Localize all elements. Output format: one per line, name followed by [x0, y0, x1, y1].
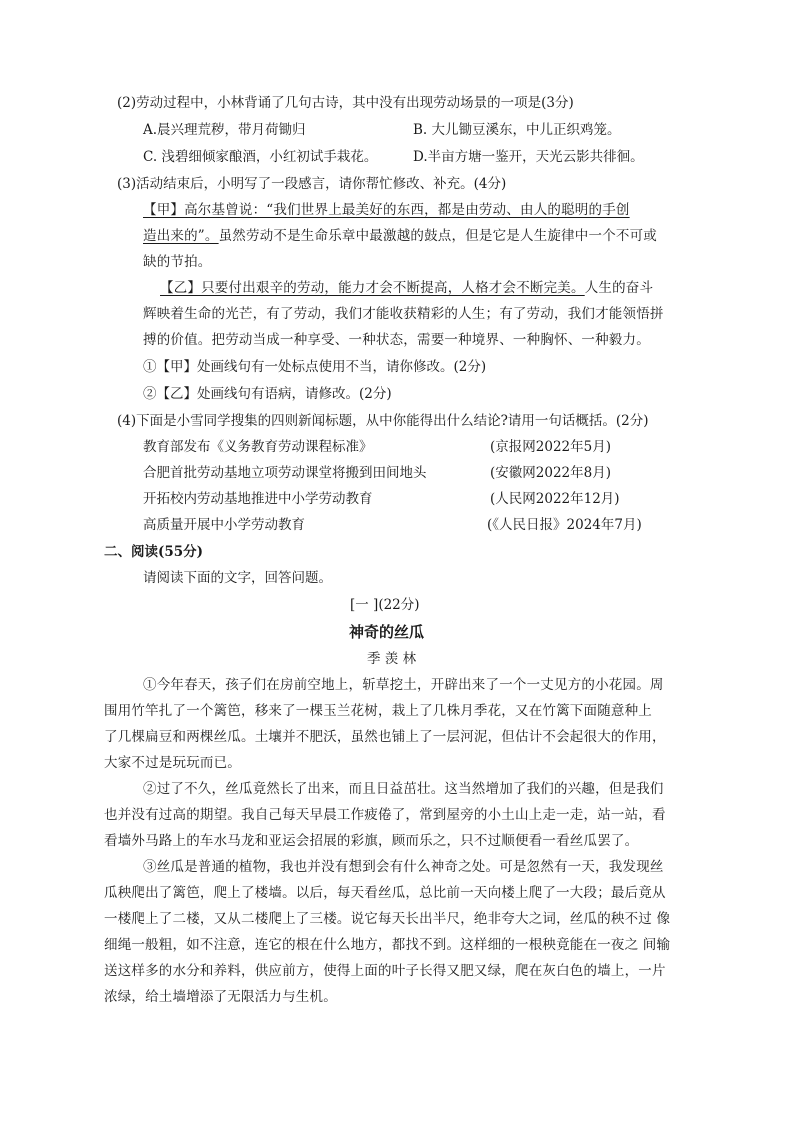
q3-yi-line-3: 搏的价值。把劳动当成一种享受、一种状态，需要一种境界、一种胸怀、一种毅力。	[143, 332, 650, 348]
news-source: (《人民日报》2024年7月)	[487, 517, 642, 533]
article-p3-line: 送这样多的水分和养料，供应前方，使得上面的叶子长得又肥又绿，爬在灰白色的墙上，一片	[104, 963, 666, 979]
q3-yi-line-1-rest: 人生的奋斗	[584, 280, 654, 296]
news-source: (人民网2022年12月)	[490, 491, 620, 507]
q3-jia-line-2	[143, 226, 657, 246]
q2-option-a: A.晨兴理荒秽，带月荷锄归	[143, 122, 306, 138]
article-p1-line: 大家不过是玩玩而已。	[104, 755, 241, 771]
article-p3-line: 一楼爬上了二楼，又从二楼爬上了三楼。说它每天长出半尺，绝非夸大之词，丝瓜的秧不过 像	[104, 911, 671, 927]
article-title: 神奇的丝瓜	[349, 623, 425, 641]
article-p2-line: ②过了不久，丝瓜竟然长了出来，而且日益茁壮。这当然增加了我们的兴趣，但是我们	[143, 781, 664, 797]
q3-sub-question-1: ①【甲】处画线句有一处标点使用不当，请你修改。(2分)	[143, 359, 487, 375]
q3-yi-line-1	[160, 278, 653, 298]
article-p1-line: 了几棵扁豆和两棵丝瓜。土壤并不肥沃，虽然也铺上了一层河泥，但估计不会起很大的作用，	[104, 729, 666, 745]
q3-jia-line-3: 缺的节拍。	[143, 254, 212, 270]
q4-stem: (4)下面是小雪同学搜集的四则新闻标题，从中你能得出什么结论?请用一句话概括。(2分)	[117, 413, 649, 429]
news-title: 开拓校内劳动基地推进中小学劳动教育	[143, 491, 373, 507]
q2-option-d: D.半亩方塘一鉴开，天光云影共徘徊。	[413, 149, 644, 165]
article-p1-line: 围用竹竿扎了一个篱笆，移来了一棵玉兰花树，栽上了几株月季花，又在竹篱下面随意种上	[104, 703, 652, 719]
article-author: 季 羡 林	[367, 651, 417, 667]
q3-yi-line-2: 辉映着生命的光芒，有了劳动，我们才能收获精彩的人生；有了劳动，我们才能领悟拼	[143, 306, 664, 322]
section-heading: 二、阅读(55分)	[104, 544, 204, 560]
q3-jia-underlined-end: 造出来的”。	[143, 228, 219, 244]
q2-stem: (2)劳动过程中，小林背诵了几句古诗，其中没有出现劳动场景的一项是(3分)	[117, 95, 574, 111]
q3-yi-underlined-sentence: 【乙】只要付出艰辛的劳动，能力才会不断提高，人格才会不断完美。	[160, 280, 585, 296]
section-instruction: 请阅读下面的文字，回答问题。	[143, 570, 332, 586]
q3-stem: (3)活动结束后，小明写了一段感言，请你帮忙修改、补充。(4分)	[117, 176, 507, 192]
news-source: (京报网2022年5月)	[490, 439, 611, 455]
article-p3-line: 细绳一般粗，如不注意，连它的根在什么地方，都找不到。这样细的一根秧竟能在一夜之 间输	[104, 937, 671, 953]
article-p2-line: 看墙外马路上的车水马龙和亚运会招展的彩旗，顾而乐之，只不过顺便看一看丝瓜罢了。	[104, 833, 639, 849]
news-title: 高质量开展中小学劳动教育	[143, 517, 305, 533]
article-p3-line: 浓绿，给土墙增添了无限活力与生机。	[104, 989, 337, 1005]
q3-sub-question-2: ②【乙】处画线句有语病，请修改。(2分)	[143, 386, 392, 402]
part-label: [一 ](22分)	[350, 597, 420, 613]
article-p2-line: 也并没有过高的期望。我自己每天早晨工作疲倦了，常到屋旁的小土山上走一走，站一站，看	[104, 807, 666, 823]
news-title: 合肥首批劳动基地立项劳动课堂将搬到田间地头	[143, 465, 427, 481]
news-title: 教育部发布《义务教育劳动课程标准》	[143, 439, 373, 455]
news-source: (安徽网2022年8月)	[490, 465, 611, 481]
article-p1-line: ①今年春天，孩子们在房前空地上，斩草挖土，开辟出来了一个一丈见方的小花园。周	[143, 677, 664, 693]
q3-jia-line-2-rest: 虽然劳动不是生命乐章中最激越的鼓点，但是它是人生旋律中一个不可或	[218, 228, 658, 244]
q2-option-b: B. 大儿锄豆溪东，中儿正织鸡笼。	[413, 122, 621, 138]
q2-option-c: C. 浅碧细倾家酿酒，小红初试手栽花。	[143, 149, 378, 165]
q3-jia-line-1: 【甲】高尔基曾说：“我们世界上最美好的东西，都是由劳动、由人的聪明的手创	[143, 202, 630, 218]
article-p3-line: ③丝瓜是普通的植物，我也并没有想到会有什么神奇之处。可是忽然有一天，我发现丝	[143, 859, 664, 875]
article-p3-line: 瓜秧爬出了篱笆，爬上了楼墙。以后，每天看丝瓜，总比前一天向楼上爬了一大段；最后竟从	[104, 885, 666, 901]
